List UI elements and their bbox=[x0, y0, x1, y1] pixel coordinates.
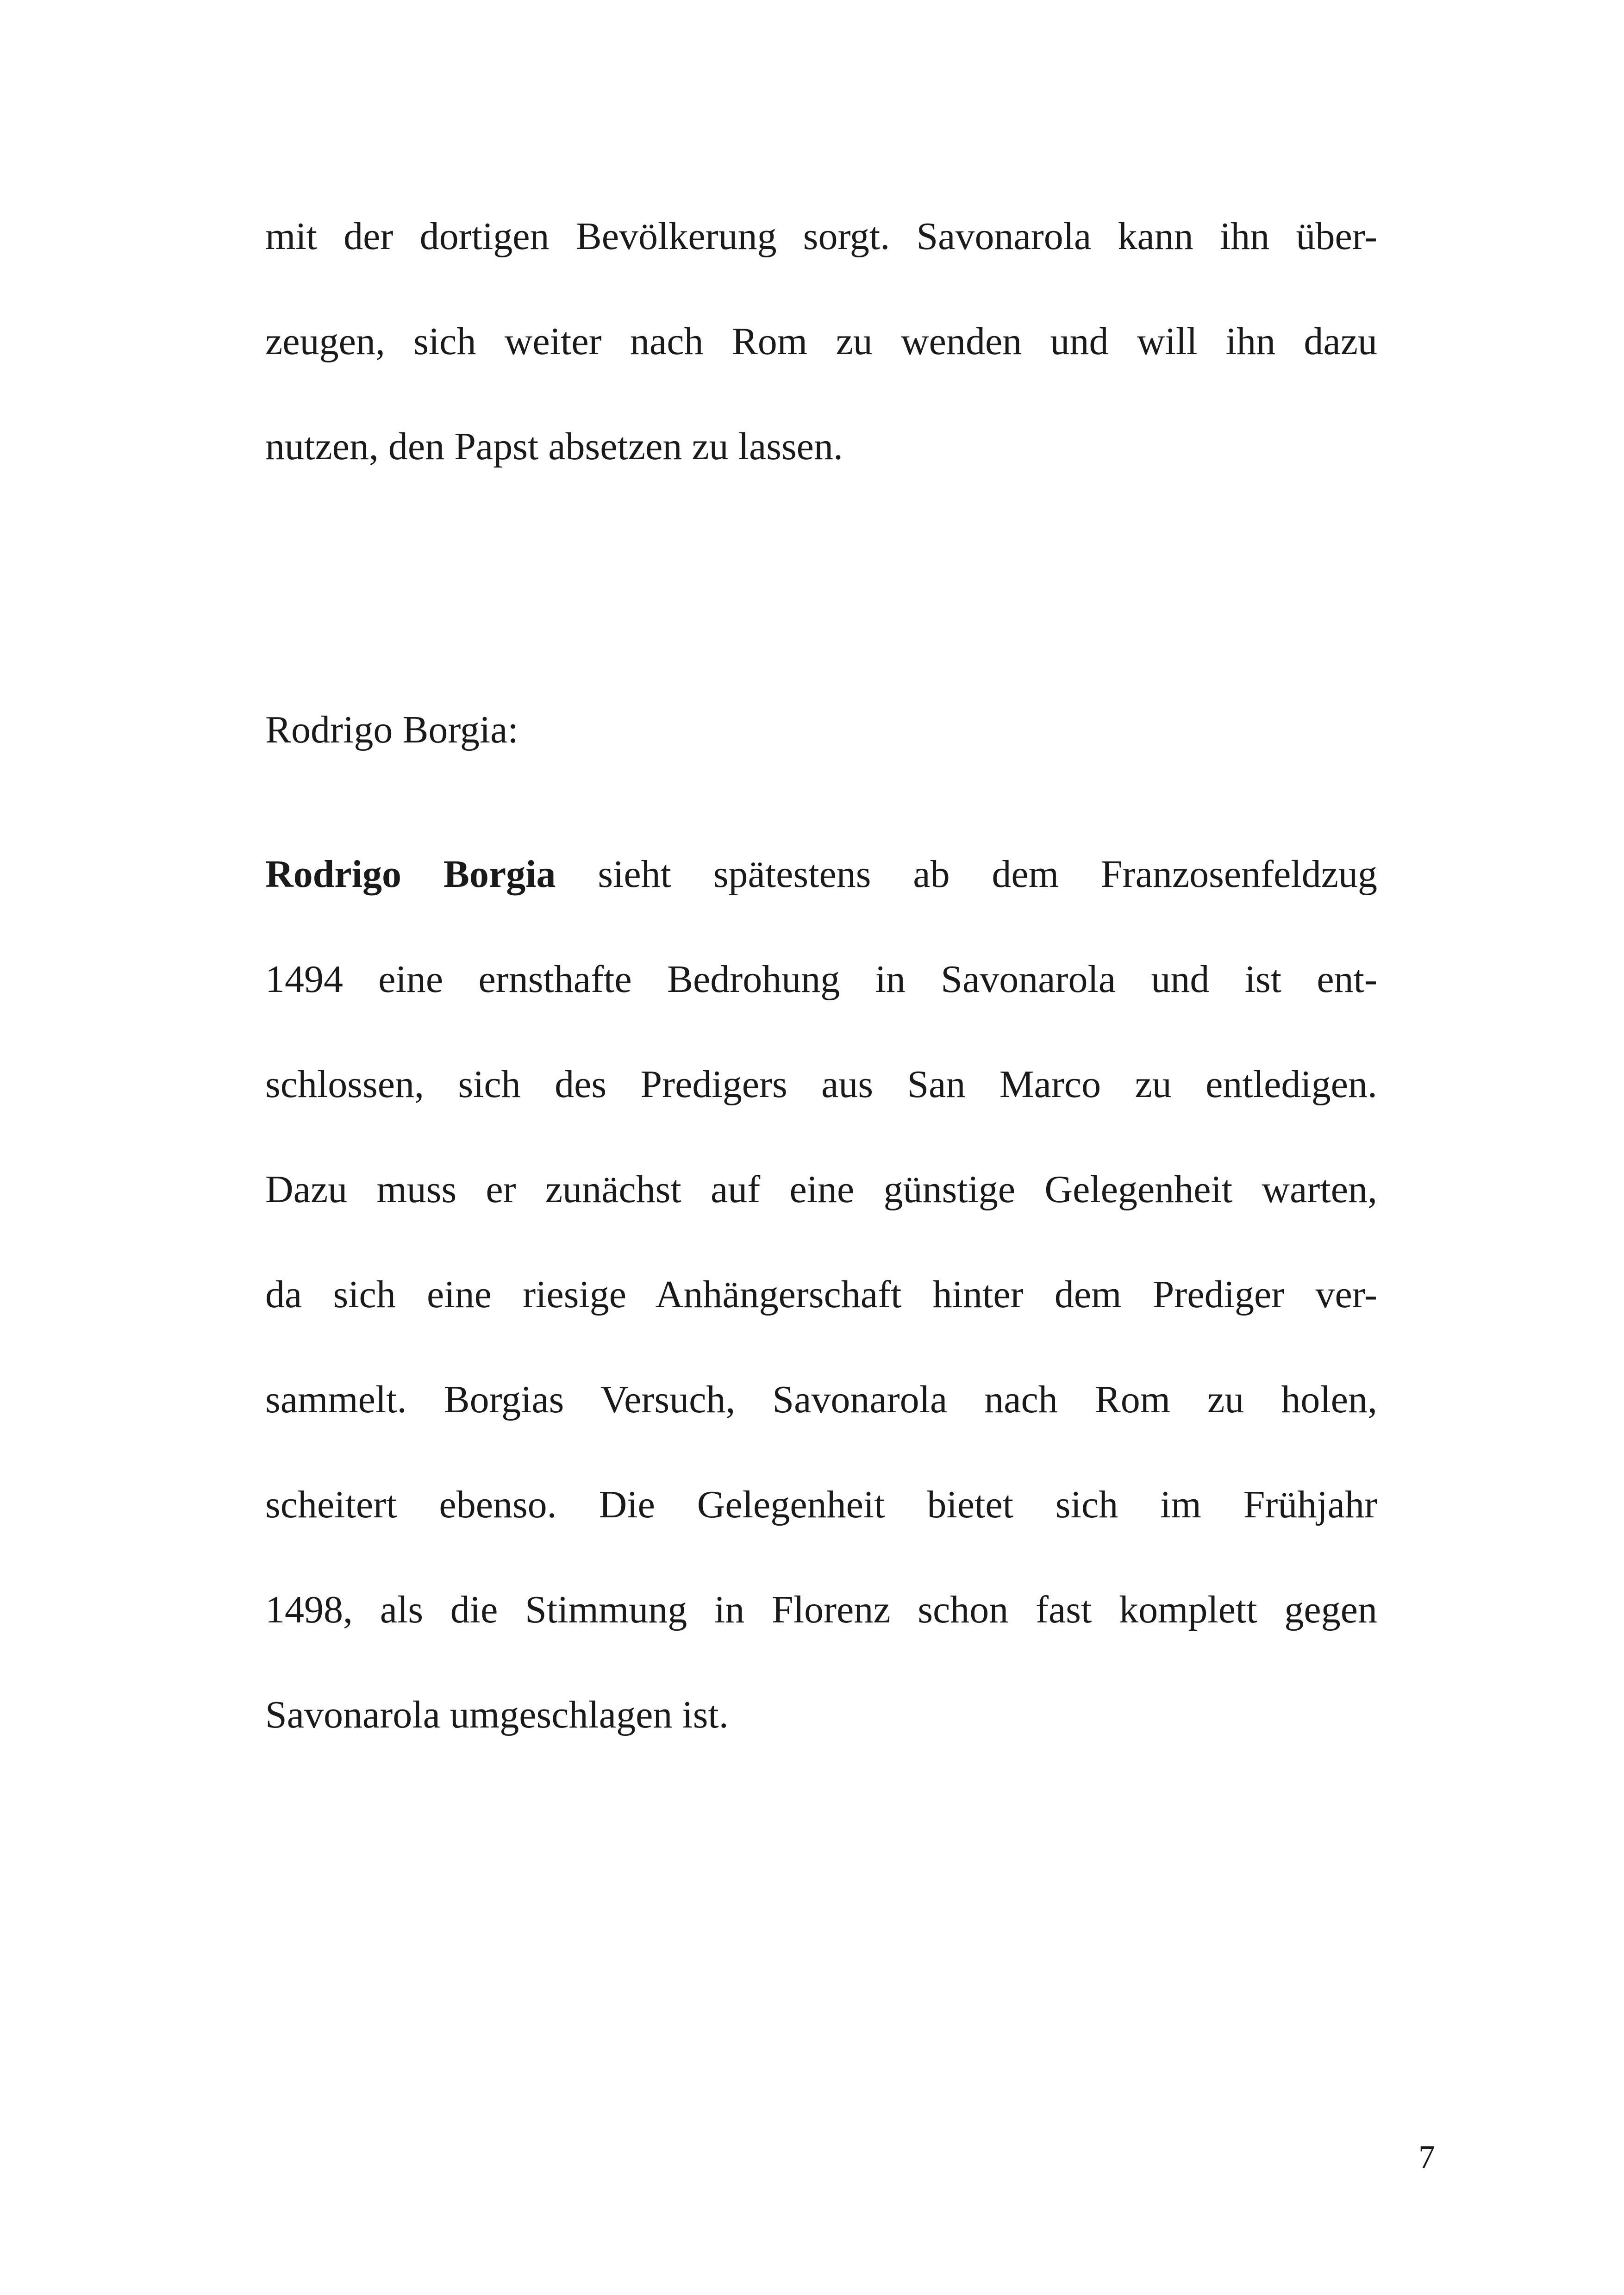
paragraph-line: mit der dortigen Bevölkerung sorgt. Savonarola kann ihn über- bbox=[265, 215, 1377, 258]
first-line-rest: sieht spätestens ab dem Franzosenfeldzug bbox=[556, 853, 1377, 896]
paragraph-line: Dazu muss er zunächst auf eine günstige Gelegenheit warten, bbox=[265, 1168, 1377, 1211]
paragraph-1 bbox=[265, 184, 1377, 499]
bold-name: Rodrigo Borgia bbox=[265, 853, 556, 896]
paragraph-line: 1498, als die Stimmung in Florenz schon fast komplett gegen bbox=[265, 1588, 1377, 1631]
paragraph-line: schlossen, sich des Predigers aus San Marco zu entledigen. bbox=[265, 1063, 1377, 1106]
paragraph-line: scheitert ebenso. Die Gelegenheit bietet sich im Frühjahr bbox=[265, 1483, 1377, 1526]
section-heading-text: Rodrigo Borgia: bbox=[265, 708, 518, 751]
paragraph-line: nutzen, den Papst absetzen zu lassen. bbox=[265, 425, 843, 468]
paragraph-line: zeugen, sich weiter nach Rom zu wenden und will ihn dazu bbox=[265, 320, 1377, 363]
paragraph-2 bbox=[265, 822, 1377, 1767]
paragraph-line: sammelt. Borgias Versuch, Savonarola nach Rom zu holen, bbox=[265, 1378, 1377, 1421]
paragraph-line: 1494 eine ernsthafte Bedrohung in Savonarola und ist ent- bbox=[265, 958, 1377, 1001]
paragraph-line: da sich eine riesige Anhängerschaft hinter dem Prediger ver- bbox=[265, 1273, 1377, 1316]
paragraph-line bbox=[265, 822, 1377, 927]
page-number: 7 bbox=[1418, 2139, 1435, 2176]
paragraph-line: Savonarola umgeschlagen ist. bbox=[265, 1693, 729, 1736]
section-heading bbox=[265, 677, 1377, 782]
